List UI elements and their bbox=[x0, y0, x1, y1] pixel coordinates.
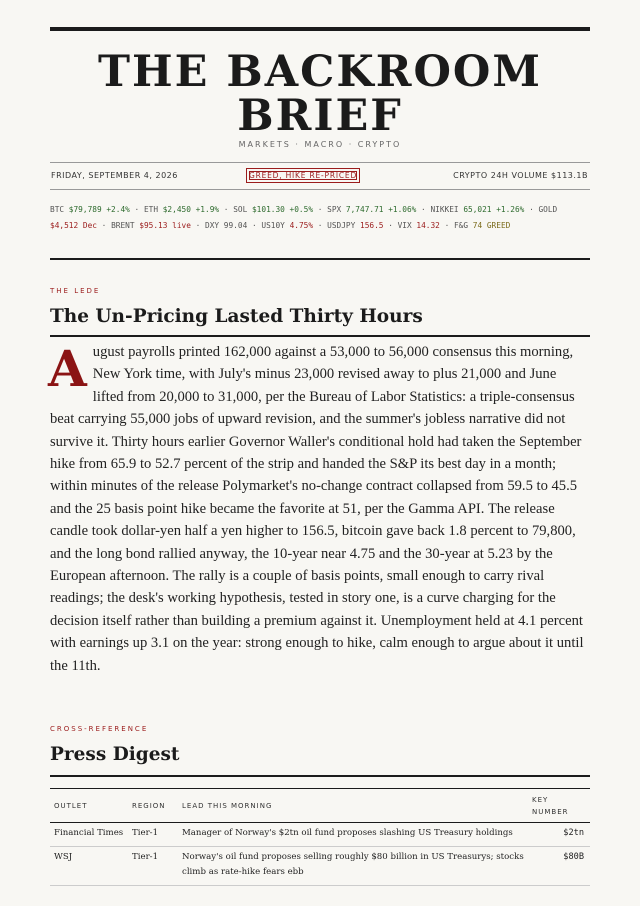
ticker-label: US10Y bbox=[261, 221, 285, 230]
ticker-change: +0.5% bbox=[289, 205, 314, 214]
ticker-change: +2.4% bbox=[106, 205, 130, 214]
ticker-change: +1.26% bbox=[496, 205, 525, 214]
ticker-change: live bbox=[172, 221, 191, 230]
ticker-value: $4,512 bbox=[50, 221, 79, 230]
cell-region: Tier-1 bbox=[128, 823, 178, 847]
digest-kicker: CROSS-REFERENCE bbox=[50, 725, 149, 733]
ticker-value: 7,747.71 bbox=[345, 205, 384, 214]
ticker-value: 156.5 bbox=[360, 221, 384, 230]
ticker-item bbox=[327, 205, 416, 214]
ticker-item bbox=[261, 221, 313, 230]
ticker-separator: · bbox=[190, 221, 205, 230]
sentiment-badge: GREED, HIKE RE-PRICED bbox=[246, 168, 360, 183]
ticker-item bbox=[111, 221, 191, 230]
masthead-subtitle: MARKETS · MACRO · CRYPTO bbox=[238, 140, 402, 149]
col-header-key: KEY NUMBER bbox=[528, 789, 590, 823]
cell-region: Tier-1 bbox=[128, 847, 178, 886]
ticker-label: ETH bbox=[143, 205, 159, 214]
col-header-outlet: OUTLET bbox=[50, 789, 128, 823]
ticker-item bbox=[398, 221, 440, 230]
table-header-row bbox=[50, 789, 590, 823]
table-row bbox=[50, 823, 590, 847]
ticker-change: Dec bbox=[82, 221, 97, 230]
ticker-item bbox=[233, 205, 313, 214]
ticker-value: $2,450 bbox=[162, 205, 191, 214]
ticker-value: 4.75% bbox=[289, 221, 314, 230]
ticker-item bbox=[454, 221, 510, 230]
col-header-lead: LEAD THIS MORNING bbox=[178, 789, 528, 823]
ticker-item bbox=[430, 205, 524, 214]
ticker-change: +1.06% bbox=[388, 205, 417, 214]
ticker-label: SOL bbox=[233, 205, 248, 214]
digest-title: Press Digest bbox=[50, 744, 180, 765]
ticker-change: +1.9% bbox=[195, 205, 220, 214]
ticker-separator: · bbox=[383, 221, 398, 230]
cell-outlet: WSJ bbox=[50, 847, 128, 886]
ticker-label: SPX bbox=[327, 205, 342, 214]
lede-rule bbox=[50, 335, 590, 337]
market-ticker bbox=[50, 202, 590, 234]
ticker-separator: · bbox=[439, 221, 454, 230]
ticker-rule bbox=[50, 258, 590, 260]
ticker-label: VIX bbox=[397, 221, 412, 230]
ticker-value: 99.04 bbox=[223, 221, 248, 230]
masthead-title bbox=[50, 47, 590, 141]
ticker-item bbox=[50, 205, 130, 214]
ticker-label: BRENT bbox=[111, 221, 135, 230]
ticker-separator: · bbox=[524, 205, 539, 214]
lede-body bbox=[50, 341, 590, 677]
table-body bbox=[50, 823, 590, 886]
cell-lead: Norway's oil fund proposes selling roughly $80 billion in US Treasurys; stocks climb as rate-hike fears ebb bbox=[178, 847, 528, 886]
ticker-value: 65,021 bbox=[463, 205, 492, 214]
ticker-value: $101.30 bbox=[251, 205, 285, 214]
ticker-separator: · bbox=[219, 205, 234, 214]
col-header-region: REGION bbox=[128, 789, 178, 823]
masthead-title-line1: THE BACKROOM bbox=[98, 47, 542, 97]
ticker-value: $79,789 bbox=[68, 205, 102, 214]
cell-lead: Manager of Norway's $2tn oil fund proposes slashing US Treasury holdings bbox=[178, 823, 528, 847]
ticker-change: GREED bbox=[486, 221, 511, 230]
ticker-label: BTC bbox=[50, 205, 65, 214]
drop-cap: A bbox=[48, 339, 87, 398]
ticker-item bbox=[205, 221, 247, 230]
cell-outlet: Financial Times bbox=[50, 823, 128, 847]
ticker-label: USDJPY bbox=[327, 221, 356, 230]
cell-key: $80B bbox=[528, 847, 590, 886]
lede-headline: The Un-Pricing Lasted Thirty Hours bbox=[50, 306, 423, 327]
ticker-separator: · bbox=[313, 205, 328, 214]
ticker-separator: · bbox=[313, 221, 328, 230]
dateline-bar bbox=[50, 162, 590, 190]
masthead-title-line2: BRIEF bbox=[237, 91, 403, 141]
top-rule bbox=[50, 27, 590, 31]
lede-text: ugust payrolls printed 162,000 against a 53,000 to 56,000 consensus this morning, New York time, with July's minus 23,000 revised away to plus 21,000 and June lifted from 20,000 to 31,000, per the Bureau of Labor Statistics: a triple-consensus beat carrying 55,000 jobs of upward revision, and the summer's jobless narrative did not survive it. Thirty hours earlier Governor Waller's conditional hold had taken the September hike from 65.9 to 52.7 percent of the strip and handed the S&P its best day in a month; within minutes of the release Polymarket's no-change contract collapsed from 59.5 to 45.5 and the 25 basis point hike became the favorite at 51, per the Gamma API. The release candle took dollar-yen half a yen higher to 156.5, bitcoin gave back 1.8 percent to 79,800, and the long bond rallied anyway, the 10-year near 4.75 and the 30-year at 5.23 by the European afternoon. The rally is a couple of basis points, small enough to carry rival readings; the desk's working hypothesis, tested in story one, is a curve charging for the decision itself rather than building a premium against it. Unemployment held at 4.1 percent with earnings up 3.1 on the year: strong enough to hike, calm enough to argue about it until the 11th. bbox=[50, 344, 584, 674]
ticker-item bbox=[327, 221, 383, 230]
ticker-separator: · bbox=[247, 221, 262, 230]
ticker-value: $95.13 bbox=[139, 221, 168, 230]
crypto-volume: CRYPTO 24H VOLUME $113.1B bbox=[453, 171, 588, 180]
ticker-value: 74 bbox=[472, 221, 483, 230]
ticker-label: GOLD bbox=[538, 205, 558, 214]
ticker-separator: · bbox=[96, 221, 112, 230]
ticker-value: 14.32 bbox=[416, 221, 440, 230]
digest-rule bbox=[50, 775, 590, 777]
ticker-label: NIKKEI bbox=[430, 205, 459, 214]
ticker-separator: · bbox=[416, 205, 431, 214]
press-digest-table bbox=[50, 788, 590, 886]
cell-key: $2tn bbox=[528, 823, 590, 847]
ticker-separator: · bbox=[129, 205, 144, 214]
issue-date: FRIDAY, SEPTEMBER 4, 2026 bbox=[51, 171, 178, 180]
ticker-label: DXY bbox=[205, 221, 220, 230]
table-row bbox=[50, 847, 590, 886]
lede-kicker: THE LEDE bbox=[50, 287, 101, 295]
ticker-item bbox=[144, 205, 219, 214]
ticker-label: F&G bbox=[453, 221, 469, 230]
